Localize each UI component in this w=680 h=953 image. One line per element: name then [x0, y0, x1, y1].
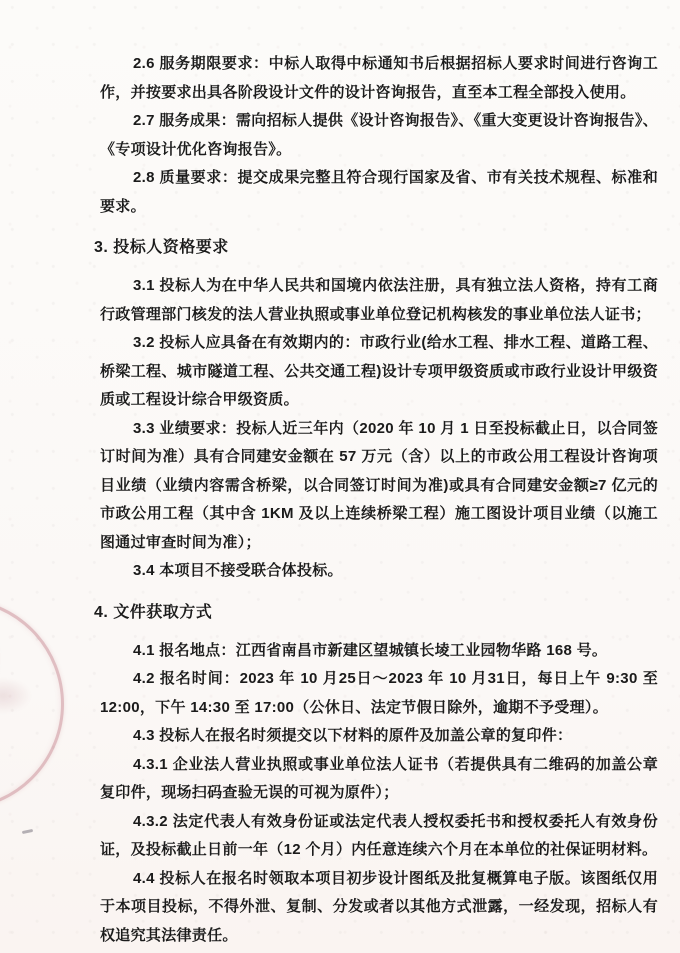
clause-3-1: 3.1 投标人为在中华人民共和国境内依法注册，具有独立法人资格，持有工商行政管理部门核发的法人营业执照或事业单位登记机构核发的事业单位法人证书；	[100, 277, 658, 323]
section-4-heading: 4. 文件获取方式	[94, 603, 213, 621]
clause-2-8: 2.8 质量要求：提交成果完整且符合现行国家及省、市有关技术规程、标准和要求。	[100, 169, 658, 215]
clause-3-4: 3.4 本项目不接受联合体投标。	[133, 562, 343, 579]
seal-smudge	[0, 601, 61, 807]
clause-4-4: 4.4 投标人在报名时领取本项目初步设计图纸及批复概算电子版。该图纸仅用于本项目投标，不得外泄、复制、分发或者以其他方式泄露，一经发现，招标人有权追究其法律责任。	[100, 869, 658, 944]
clause-2-6: 2.6 服务期限要求：中标人取得中标通知书后根据招标人要求时间进行咨询工作，并按要求出具各阶段设计文件的设计咨询报告，直至本工程全部投入使用。	[100, 55, 658, 101]
clause-4-2: 4.2 报名时间：2023 年 10 月25日～2023 年 10 月31日，每日上午 9:30 至 12:00，下午 14:30 至 17:00（公休日、法定节假日除外，逾期不予受理）。	[100, 670, 658, 716]
clause-3-2: 3.2 投标人应具备在有效期内的：市政行业(给水工程、排水工程、道路工程、桥梁工程、城市隧道工程、公共交通工程)设计专项甲级资质或市政行业设计甲级资质或工程设计综合甲级资质。	[100, 334, 658, 408]
clause-4-3-1: 4.3.1 企业法人营业执照或事业单位法人证书（若提供具有二维码的加盖公章复印件，现场扫码查验无误的可视为原件）；	[100, 755, 658, 801]
clause-3-3: 3.3 业绩要求：投标人近三年内（2020 年 10 月 1 日至投标截止日，以合同签订时间为准）具有合同建安金额在 57 万元（含）以上的市政公用工程设计咨询项目业绩（业绩内容需含桥梁，以合同签订时间为准)或具有合同建安金额≥7 亿元的市政公用工程（其中含 1KM 及以上连续桥梁工程）施工图设计项目业绩（以施工图通过审查时间为准）；	[100, 419, 658, 551]
pen-mark	[22, 829, 33, 834]
clause-4-3-2: 4.3.2 法定代表人有效身份证或法定代表人授权委托书和授权委托人有效身份证，及投标截止日前一年（12 个月）内任意连续六个月在本单位的社保证明材料。	[100, 812, 658, 858]
clause-2-7: 2.7 服务成果：需向招标人提供《设计咨询报告》、《重大变更设计咨询报告》、《专项设计优化咨询报告》。	[100, 112, 658, 158]
clause-4-3: 4.3 投标人在报名时须提交以下材料的原件及加盖公章的复印件：	[133, 727, 573, 744]
document-content	[94, 50, 658, 950]
clause-4-1: 4.1 报名地点：江西省南昌市新建区望城镇长堎工业园物华路 168 号。	[133, 641, 608, 659]
red-seal-stamp	[0, 598, 64, 810]
section-3-heading: 3. 投标人资格要求	[94, 239, 229, 256]
